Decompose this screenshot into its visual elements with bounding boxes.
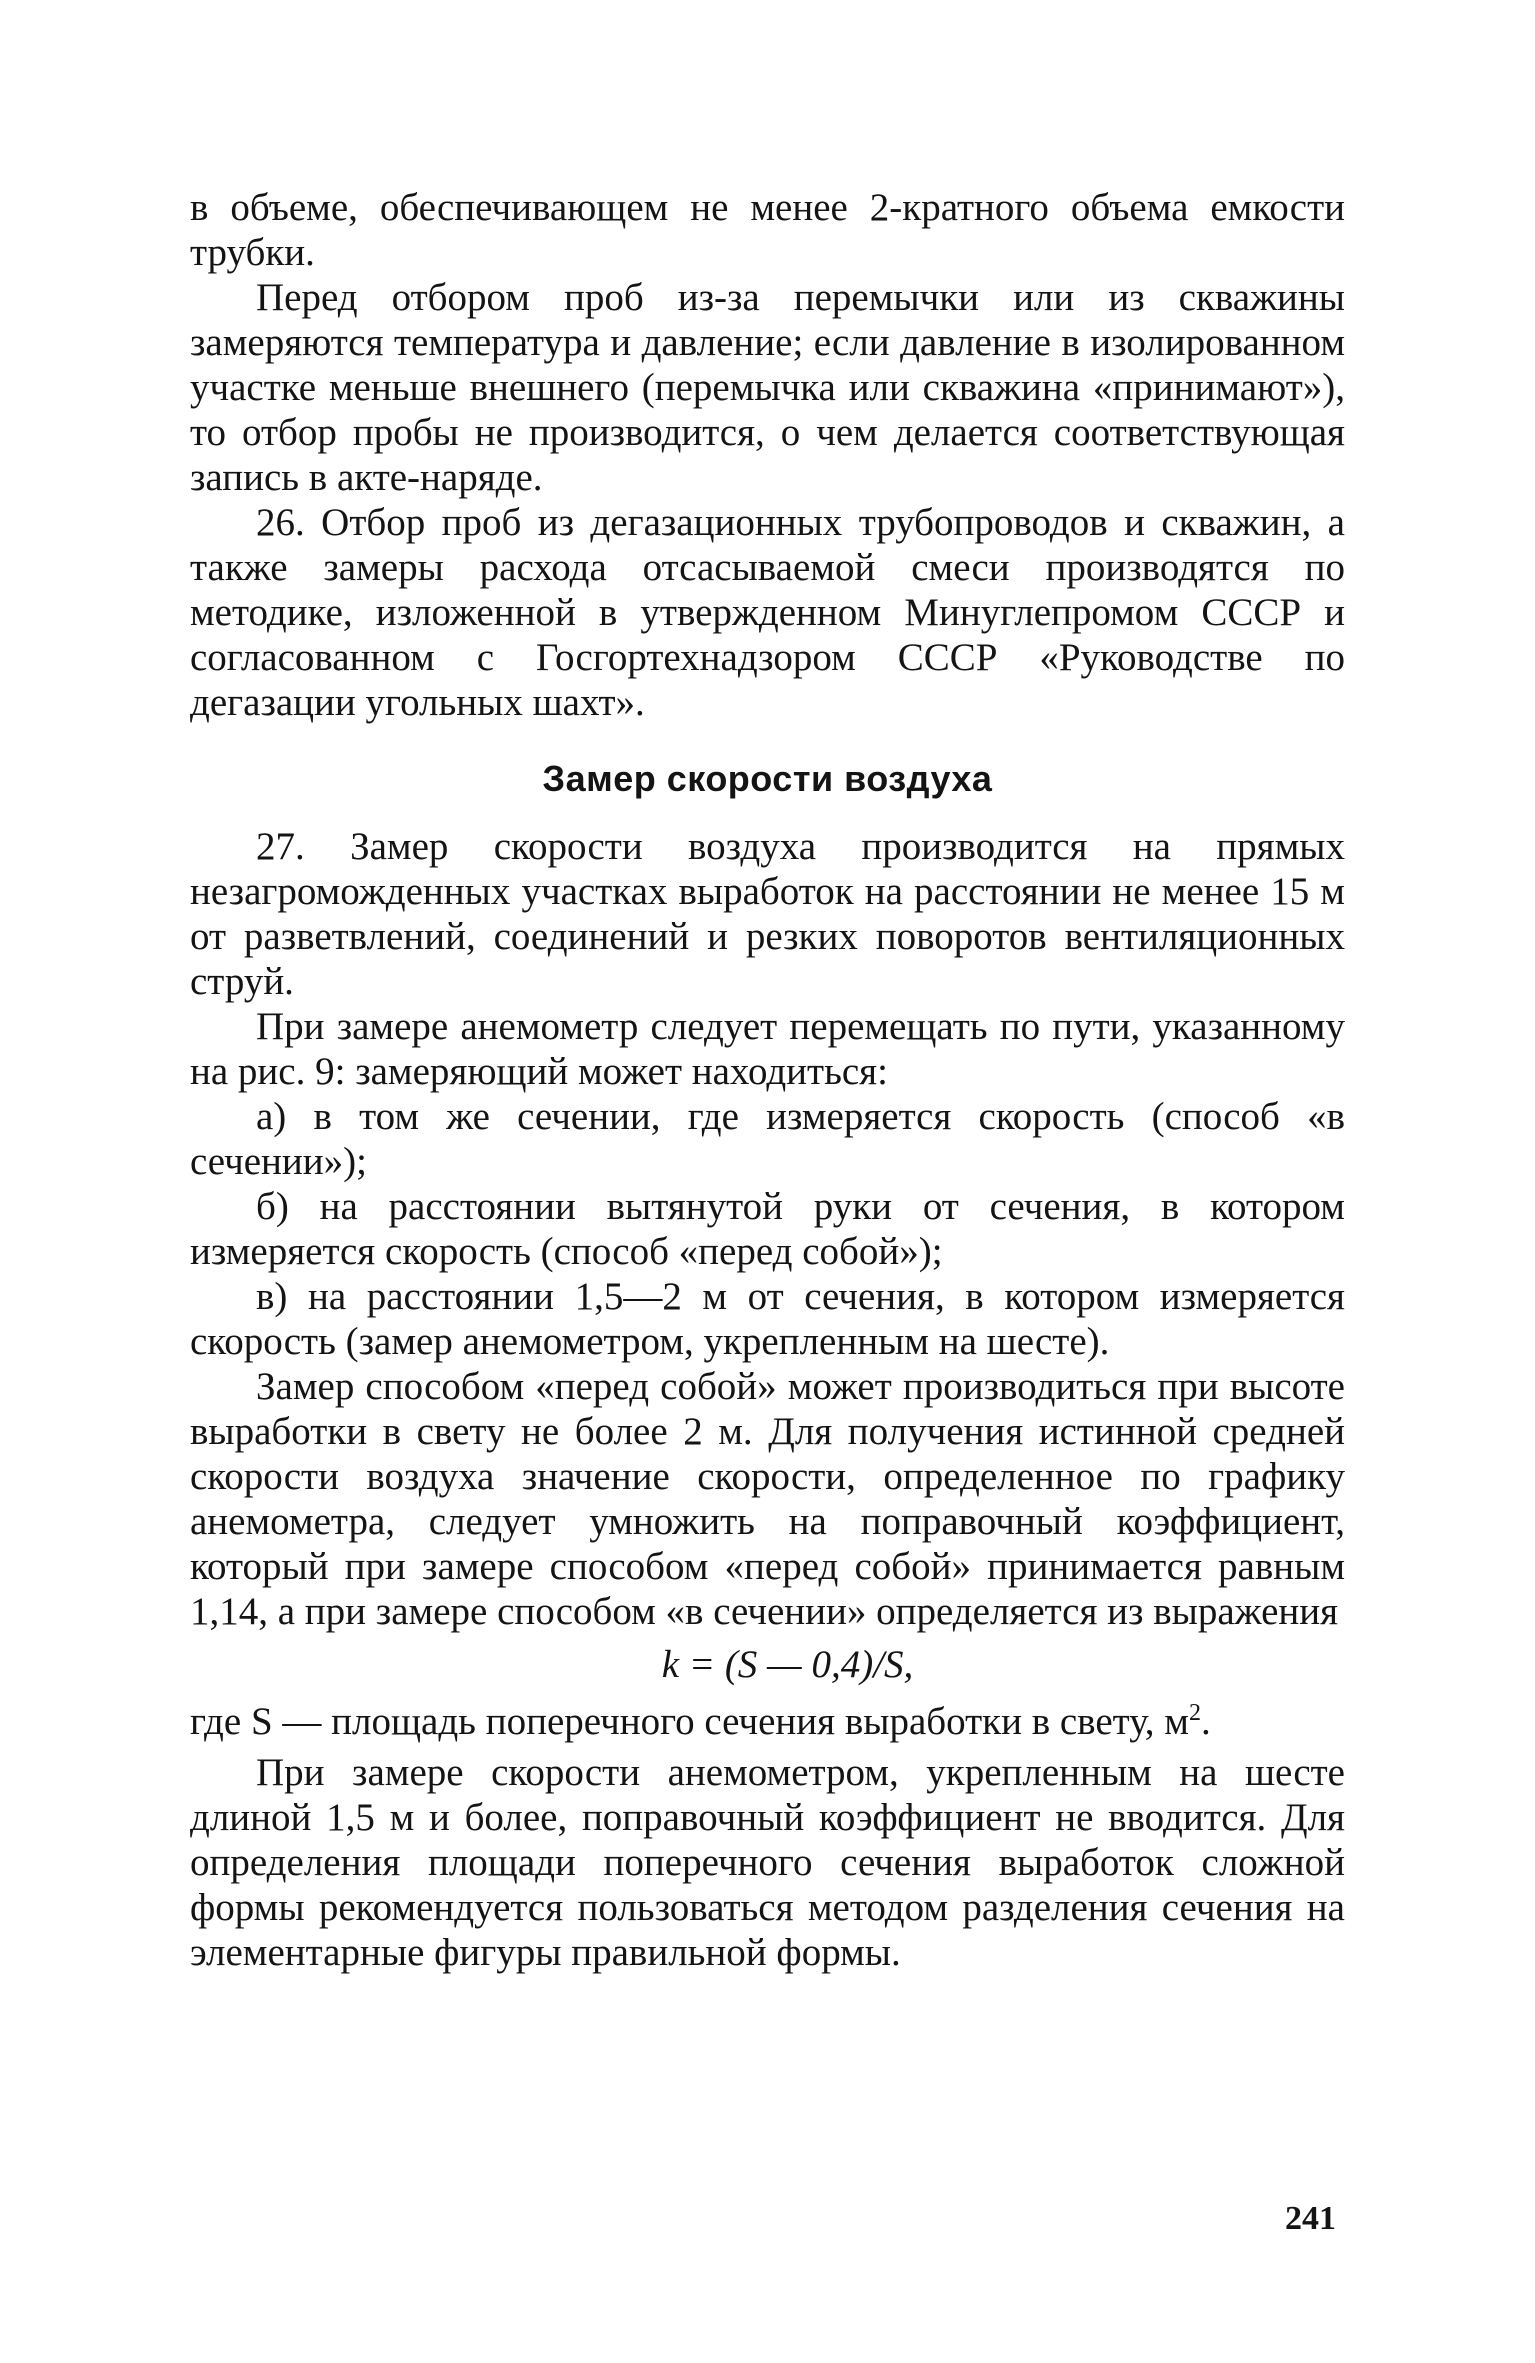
paragraph-item-26: 26. Отбор проб из дегазационных трубопроводов и скважин, а также замеры расхода отсасываемой смеси производятся по методике, изложенной в утвержденном Минуглепромом СССР и согласованном с Госгортехнадзором СССР «Руководстве по дегазации угольных шахт». bbox=[190, 501, 1345, 724]
formula: k = (S — 0,4)/S, bbox=[661, 1643, 914, 1686]
paragraph-continuation: в объеме, обеспечивающем не менее 2-кратного объема емкости трубки. bbox=[190, 186, 1345, 274]
page-body bbox=[190, 185, 1345, 1975]
section-heading: Замер скорости воздуха bbox=[542, 758, 993, 799]
paragraph-last: При замере скорости анемометром, укрепленным на шесте длиной 1,5 м и более, поправочный коэффициент не вводится. Для определения площади поперечного сечения выработок сложной формы рекомендуется пользоваться методом разделения сечения на элементарные фигуры правильной формы. bbox=[190, 1751, 1345, 1974]
list-item-b: б) на расстоянии вытянутой руки от сечения, в котором измеряется скорость (способ «перед собой»); bbox=[190, 1185, 1345, 1273]
formula-explanation-superscript: 2 bbox=[1188, 1700, 1201, 1726]
formula-explanation-text: где S — площадь поперечного сечения выработки в свету, м bbox=[190, 1700, 1189, 1743]
list-item-a: а) в том же сечении, где измеряется скорость (способ «в сечении»); bbox=[190, 1095, 1345, 1183]
formula-explanation bbox=[190, 1699, 1345, 1744]
paragraph-anemometer-path: При замере анемометр следует перемещать по пути, указанному на рис. 9: замеряющий может находиться: bbox=[190, 1005, 1345, 1093]
paragraph-item-27: 27. Замер скорости воздуха производится на прямых незагроможденных участках выработок на расстоянии не менее 15 м от разветвлений, соединений и резких поворотов вентиляционных струй. bbox=[190, 825, 1345, 1003]
list-item-v: в) на расстоянии 1,5—2 м от сечения, в котором измеряется скорость (замер анемометром, укрепленным на шесте). bbox=[190, 1275, 1345, 1363]
paragraph-sampling-conditions: Перед отбором проб из-за перемычки или из скважины замеряются температура и давление; если давление в изолированном участке меньше внешнего (перемычка или скважина «принимают»), то отбор пробы не производится, о чем делается соответствующая запись в акте-наряде. bbox=[190, 276, 1345, 499]
formula-explanation-end: . bbox=[1200, 1700, 1211, 1743]
page-number: 241 bbox=[1285, 2200, 1336, 2237]
paragraph-correction-factor: Замер способом «перед собой» может производиться при высоте выработки в свету не более 2 м. Для получения истинной средней скорости воздуха значение скорости, определенное по графику анемометра, следует умножить на поправочный коэффициент, который при замере способом «перед собой» принимается равным 1,14, а при замере способом «в сечении» определяется из выражения bbox=[190, 1365, 1345, 1633]
